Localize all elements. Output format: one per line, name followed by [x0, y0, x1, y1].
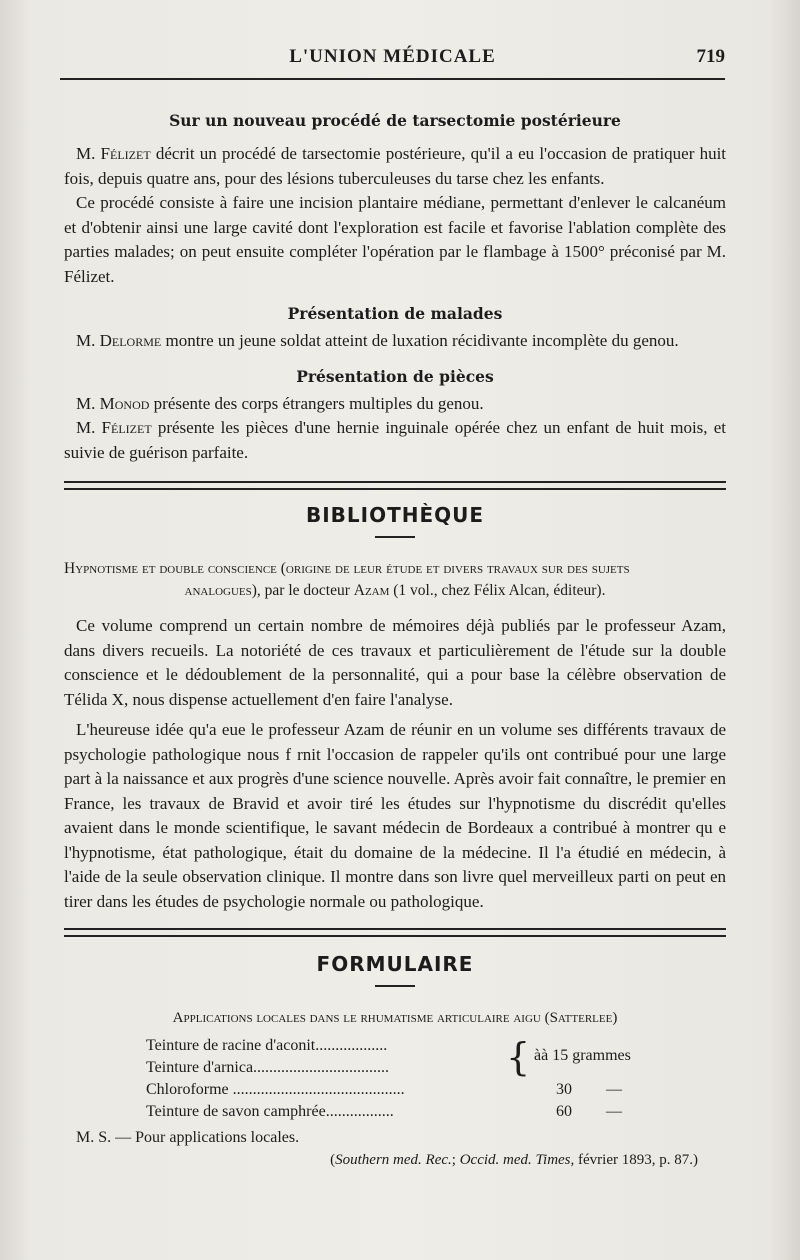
- running-title: L'UNION MÉDICALE: [289, 46, 496, 67]
- source-separator: ;: [451, 1152, 456, 1168]
- book-title-continued: [64, 580, 726, 602]
- heading-underline: [375, 985, 415, 987]
- paragraph-procede: Ce procédé consiste à faire une incision plantaire médiane, permettant d'enlever le calcanéum et d'obtenir ainsi une large cavité dont l'exploration est facile et favorise l'ablation complète des parties malades; on peut ensuite compléter l'opération par le flambage à 1500° préconisé par M. Félizet.: [64, 193, 726, 286]
- review-paragraph-2: L'heureuse idée qu'a eue le professeur Azam de réunir en un volume ses différents travaux de psychologie pathologique nous f rnit l'occasion de rappeler qu'ils ont contribué pour une large part à la naissance et aux progrès d'une science nouvelle. Après avoir fait connaître, le premier en France, les travaux de Bravid et avoir tiré les études sur l'hypnotisme du discrédit qu'elles avaient dans le monde scientifique, le savant médecin de Bordeaux a contribué à montrer qu e l'hypnotisme, état pathologique, était du domaine de la médecine. Il l'a étudié en médecin, à l'aide de la seule observation clinique. Il montre dans son livre quel merveilleux parti on peut en tirer dans les études de psychologie normale ou pathologique.: [64, 720, 727, 911]
- ingredient-name: Chloroforme ...........................................: [146, 1081, 405, 1098]
- heading-underline: [375, 536, 415, 538]
- formulaire-heading: FORMULAIRE: [316, 952, 474, 976]
- header-rule: [60, 78, 725, 80]
- book-author: Azam: [353, 582, 390, 599]
- paragraph-felizet-2: [64, 416, 726, 465]
- usage-instruction: M. S. — Pour applications locales.: [76, 1129, 300, 1146]
- book-title-line2: analogues): [184, 582, 257, 599]
- book-publisher: (1 vol., chez Félix Alcan, éditeur).: [389, 582, 606, 599]
- author-name: M. Monod: [76, 393, 150, 413]
- paragraph-text: présente des corps étrangers multiples du genou.: [149, 393, 484, 413]
- recipe-row: [146, 1037, 706, 1059]
- recipe-row: [146, 1081, 706, 1103]
- ingredient-quantity: 60: [556, 1103, 572, 1120]
- ingredient-name: Teinture de racine d'aconit..................: [146, 1037, 388, 1054]
- paragraph-monod: [64, 392, 726, 417]
- page-header: [60, 46, 725, 76]
- ingredient-unit: —: [606, 1081, 622, 1098]
- paragraph-delorme: [64, 329, 726, 354]
- book-title-line1: Hypnotisme et double conscience (origine de leur étude et divers travaux sur des sujets: [64, 560, 630, 577]
- source-date: février 1893, p. 87.): [574, 1152, 698, 1168]
- paragraph-text: présente les pièces d'une hernie inguinale opérée chez un enfant de huit mois, et suivie de guérison parfaite.: [64, 418, 726, 462]
- book-title-mid: , par le docteur: [256, 582, 354, 599]
- paragraph-text: montre un jeune soldat atteint de luxation récidivante incomplète du genou.: [161, 331, 679, 350]
- brace-symbol: {: [506, 1035, 531, 1079]
- author-name: M. Félizet: [76, 144, 151, 163]
- formula-title: Applications locales dans le rhumatisme articulaire aigu (Satterlee): [172, 1010, 618, 1026]
- section-heading-malades: Présentation de malades: [287, 304, 503, 323]
- recipe: [146, 1037, 706, 1125]
- paragraph-felizet-1: [64, 142, 726, 191]
- page-body: [64, 108, 726, 1171]
- author-name: M. Delorme: [76, 331, 162, 350]
- ingredient-name: Teinture d'arnica..................................: [146, 1059, 390, 1076]
- recipe-row: [146, 1059, 706, 1081]
- ingredient-quantity: 30: [556, 1081, 572, 1098]
- ingredient-name: Teinture de savon camphrée.................: [146, 1103, 394, 1120]
- paragraph-text: décrit un procédé de tarsectomie postérieure, qu'il a eu l'occasion de pratiquer huit fois, depuis quatre ans, pour des lésions tuberculeuses du tarse chez les enfants.: [64, 144, 727, 188]
- section-divider: [64, 928, 726, 937]
- bibliotheque-heading: BIBLIOTHÈQUE: [305, 503, 485, 527]
- author-name: M. Félizet: [76, 418, 152, 437]
- ingredient-unit: —: [606, 1103, 622, 1120]
- source-journal-1: Southern med. Rec.: [335, 1152, 452, 1168]
- brace-quantity: àà 15 grammes: [534, 1047, 631, 1064]
- source-journal-2: Occid. med. Times,: [459, 1152, 575, 1168]
- section-heading-tarsectomie: Sur un nouveau procédé de tarsectomie postérieure: [169, 111, 621, 130]
- page-number: 719: [696, 46, 725, 67]
- section-divider: [64, 481, 726, 490]
- recipe-row: [146, 1103, 706, 1125]
- section-heading-pieces: Présentation de pièces: [296, 366, 494, 386]
- book-title: [64, 558, 726, 580]
- source-citation: (Southern med. Rec.; Occid. med. Times, février 1893, p. 87.): [330, 1152, 698, 1168]
- review-paragraph-1: Ce volume comprend un certain nombre de mémoires déjà publiés par le professeur Azam, dans divers recueils. La notoriété de ces travaux et particulièrement de l'étude sur la double conscience et le dédoublement de la personnalité, qui a pour base la célèbre observation de Télida X, nous dispense actuellement d'en faire l'analyse.: [64, 616, 726, 709]
